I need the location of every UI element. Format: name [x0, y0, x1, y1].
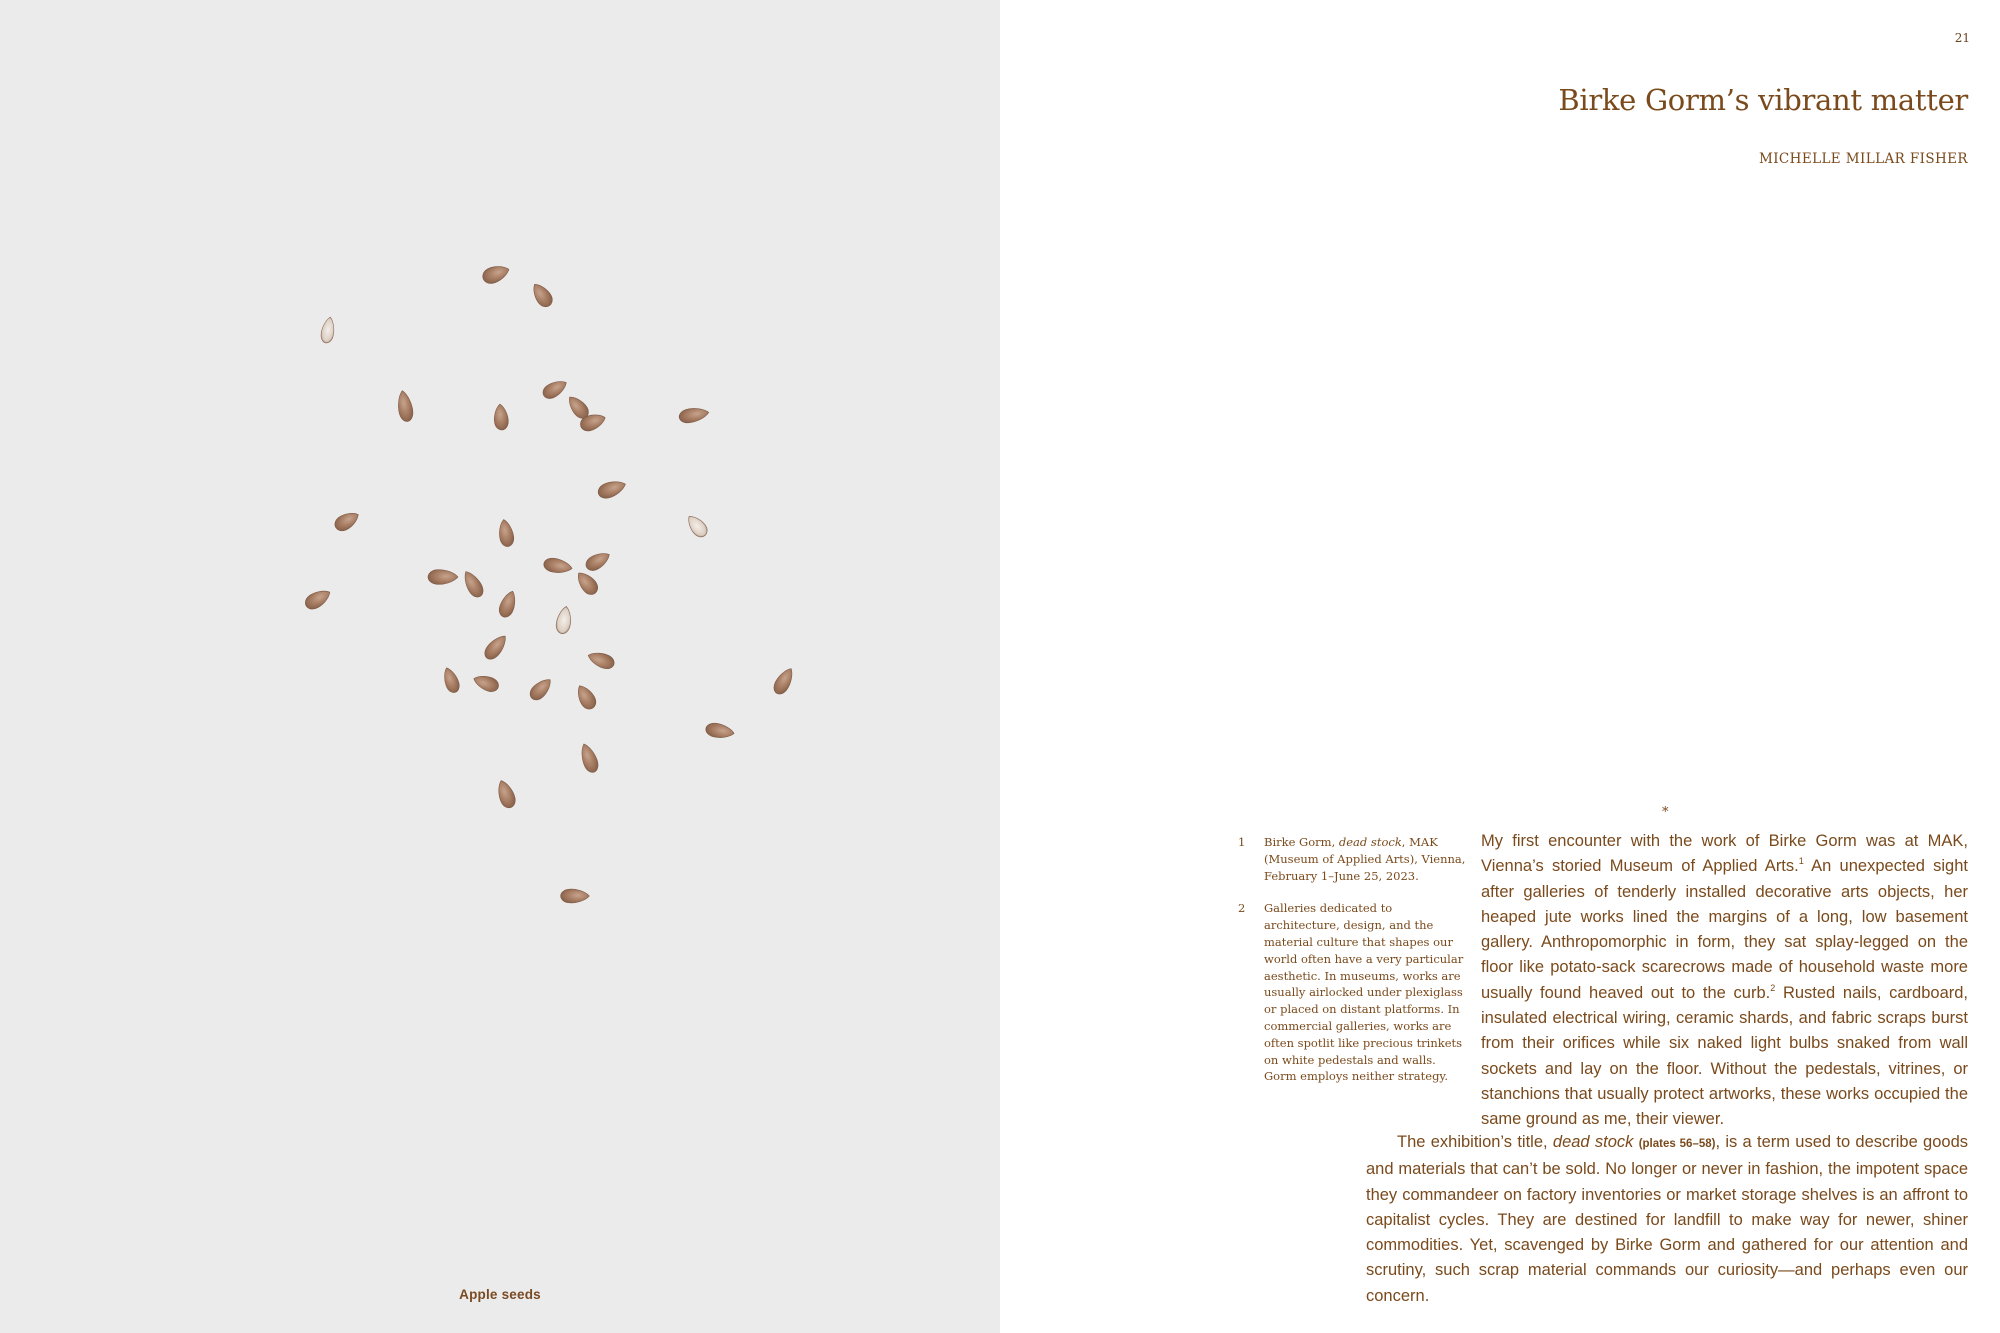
body-text: My first encounter with the work of Birke Gorm was at MAK, Vienna’s storied Museum of Applied Arts.: [1481, 832, 1968, 876]
apple-seed: [428, 570, 458, 585]
body-paragraph: [1366, 1130, 1968, 1309]
apple-seed-pale: [555, 605, 573, 634]
apple-seed: [460, 568, 486, 600]
apple-seed: [543, 557, 574, 576]
apple-seed: [481, 262, 512, 286]
author-name: MICHELLE MILLAR FISHER: [1758, 151, 1968, 167]
body-paragraph: [1481, 829, 1968, 1133]
footnotes: [1238, 834, 1468, 1101]
apple-seed-pale: [320, 316, 337, 344]
body-text: , is a term used to describe goods and materials that can’t be sold. No longer or never in fashion, the impotent space they commandeer on factory inventories or market storage shelves is an affront to capitalist cycles. They are destined for landfill to make way for newer, shiner commodities. Yet, scavenged by Birke Gorm and gathered for our attention and scrutiny, such scrap material commands our curiosity—and perhaps even our concern.: [1366, 1133, 1969, 1305]
body-text: Rusted nails, cardboard, insulated electrical wiring, ceramic shards, and fabric scraps burst from their orifices while six naked light bulbs snaked from wall sockets and lay on the floor. Without the pedestals, vitrines, or stanchions that usually protect artworks, these works occupied the same ground as me, their viewer.: [1481, 983, 1968, 1129]
apple-seed: [573, 568, 601, 597]
apple-seed: [678, 406, 710, 425]
footnote: [1238, 834, 1468, 884]
footnote-italic: dead stock: [1338, 835, 1402, 849]
apple-seed: [586, 649, 616, 671]
apple-seed: [332, 508, 362, 534]
section-break: *: [1662, 805, 1669, 820]
apple-seed: [497, 518, 515, 547]
article-title: Birke Gorm’s vibrant matter: [1558, 83, 1968, 117]
apple-seed: [596, 477, 628, 501]
footnote-text: , MAK (Museum of Applied Arts), Vienna, February 1–June 25, 2023.: [1264, 835, 1466, 883]
apple-seed: [529, 280, 556, 310]
apple-seed: [481, 632, 510, 663]
footnote-text: Galleries dedicated to architecture, design, and the material culture that shapes our world often have a very particular aesthetic. In museums, works are usually airlocked under plexiglass or placed on distant platforms. In commercial galleries, works are often spotlit like precious trinkets on white pedestals and walls. Gorm employs neither strategy.: [1264, 901, 1464, 1084]
apple-seed: [302, 586, 333, 612]
apple-seed: [493, 403, 509, 430]
apple-seed: [471, 672, 500, 694]
body-text: The exhibition’s title,: [1397, 1133, 1553, 1151]
apple-seed: [497, 589, 519, 619]
apple-seed: [583, 548, 612, 573]
footnote-ref: 2: [1770, 982, 1776, 993]
footnote-number: 1: [1238, 835, 1246, 849]
page-number: 21: [1954, 31, 1970, 45]
apple-seed-pale: [684, 512, 711, 540]
apple-seed: [494, 778, 518, 810]
footnote-text: Birke Gorm,: [1264, 835, 1339, 849]
body-text: An unexpected sight after galleries of tenderly installed decorative arts objects, her heaped jute works lined the margins of a long, low basement gallery. Anthropomorphic in form, they sat splay-legged on the floor like potato-sack scarecrows made of household waste more usually found heaved out to the curb.: [1481, 857, 1968, 1002]
footnote-ref: 1: [1798, 856, 1804, 867]
plates-reference: (plates 56–58): [1638, 1138, 1716, 1150]
apple-seed: [573, 682, 599, 712]
apple-seed: [440, 666, 461, 695]
photo-caption: Apple seeds: [459, 1287, 541, 1302]
apple-seed: [540, 376, 569, 401]
body-column: [1481, 829, 1968, 1133]
footnote: [1238, 900, 1468, 1085]
right-page: [1000, 0, 2000, 1333]
apple-seed: [395, 389, 414, 422]
apple-seed: [527, 675, 555, 703]
footnote-number: 2: [1238, 901, 1246, 916]
apple-seed: [561, 889, 590, 903]
apple-seed: [705, 722, 736, 741]
apple-seed: [771, 665, 797, 697]
apple-seed: [577, 742, 600, 775]
body-italic: dead stock: [1552, 1133, 1634, 1151]
